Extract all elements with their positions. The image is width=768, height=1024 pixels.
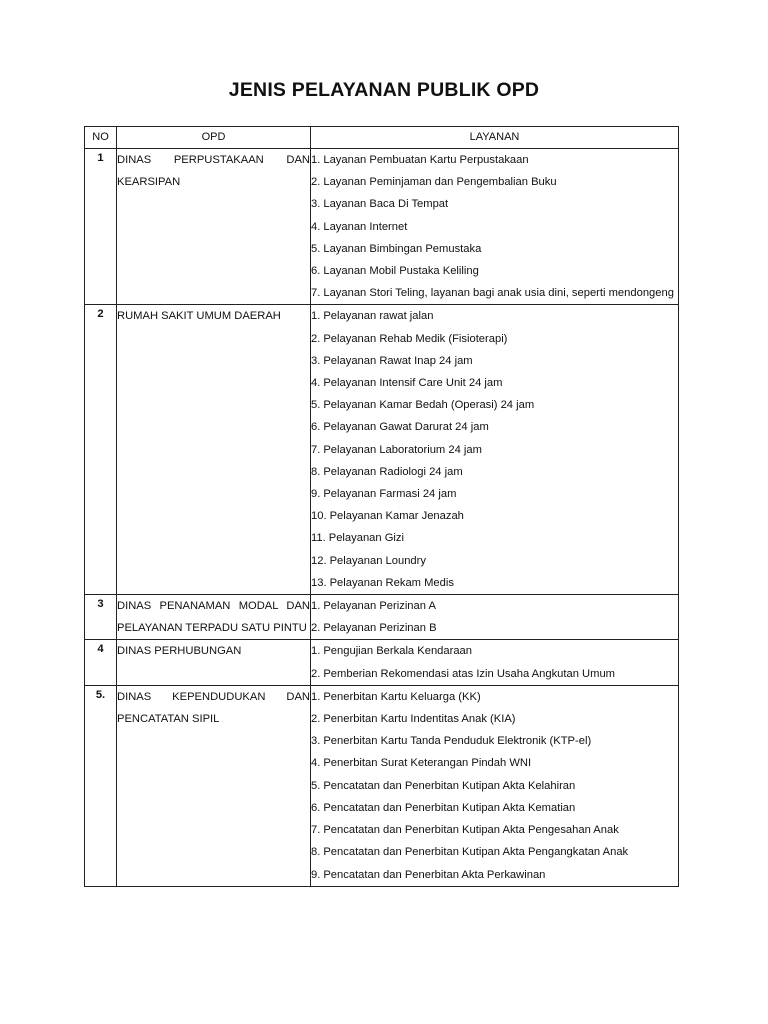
layanan-list <box>311 640 678 684</box>
layanan-item-number: 13. <box>311 576 327 589</box>
layanan-item <box>311 640 678 662</box>
layanan-item <box>311 527 678 549</box>
layanan-item-number: 2. <box>311 176 321 189</box>
layanan-item-text: Layanan Bimbingan Pemustaka <box>323 242 482 255</box>
layanan-item-text: Pencatatan dan Penerbitan Kutipan Akta Kematian <box>323 801 576 814</box>
row-number: 1 <box>85 149 117 305</box>
opd-name: DINAS KEPENDUDUKAN DAN PENCATATAN SIPIL <box>117 685 311 886</box>
layanan-item-number: 9. <box>311 868 321 881</box>
table-row <box>85 149 679 305</box>
layanan-item-number: 6. <box>311 265 321 278</box>
layanan-item-text: Pelayanan rawat jalan <box>323 310 434 323</box>
layanan-item-text: Layanan Peminjaman dan Pengembalian Buku <box>323 176 557 189</box>
layanan-item-text: Pelayanan Gawat Darurat 24 jam <box>323 421 489 434</box>
layanan-item-text: Pencatatan dan Penerbitan Kutipan Akta Kelahiran <box>323 779 576 792</box>
opd-name: RUMAH SAKIT UMUM DAERAH <box>117 305 311 595</box>
layanan-item-text: Pencatatan dan Penerbitan Kutipan Akta Pengesahan Anak <box>323 824 619 837</box>
layanan-item-number: 7. <box>311 443 321 456</box>
layanan-item-text: Pencatatan dan Penerbitan Akta Perkawinan <box>323 868 546 881</box>
layanan-item <box>311 328 678 350</box>
layanan-item-text: Pelayanan Intensif Care Unit 24 jam <box>323 377 503 390</box>
layanan-item-number: 5. <box>311 779 321 792</box>
layanan-item <box>311 686 678 708</box>
layanan-item <box>311 372 678 394</box>
header-opd: OPD <box>117 127 311 149</box>
layanan-item-text: Pelayanan Kamar Jenazah <box>329 510 464 523</box>
layanan-item-number: 9. <box>311 488 321 501</box>
opd-name: DINAS PERPUSTAKAAN DAN KEARSIPAN <box>117 149 311 305</box>
layanan-item <box>311 282 678 304</box>
layanan-item-number: 3. <box>311 198 321 211</box>
layanan-item-number: 10. <box>311 510 327 523</box>
table-row <box>85 685 679 886</box>
layanan-item-number: 8. <box>311 465 321 478</box>
layanan-item <box>311 461 678 483</box>
layanan-item-number: 7. <box>311 287 321 300</box>
document-title: JENIS PELAYANAN PUBLIK OPD <box>228 79 540 101</box>
layanan-item <box>311 350 678 372</box>
layanan-item-number: 4. <box>311 757 321 770</box>
layanan-item-text: Pemberian Rekomendasi atas Izin Usaha Angkutan Umum <box>323 667 615 680</box>
layanan-cell <box>311 595 679 640</box>
layanan-item-text: Penerbitan Kartu Tanda Penduduk Elektronik (KTP-el) <box>323 735 592 748</box>
header-no: NO <box>85 127 117 149</box>
layanan-item <box>311 708 678 730</box>
layanan-item <box>311 305 678 327</box>
layanan-item-number: 7. <box>311 824 321 837</box>
layanan-item-text: Pelayanan Gizi <box>328 532 404 545</box>
layanan-item <box>311 730 678 752</box>
layanan-item <box>311 394 678 416</box>
layanan-item <box>311 864 678 886</box>
layanan-cell <box>311 640 679 685</box>
layanan-item <box>311 595 678 617</box>
layanan-list <box>311 686 678 886</box>
layanan-item <box>311 663 678 685</box>
opd-name: DINAS PERHUBUNGAN <box>117 640 311 685</box>
layanan-item-number: 2. <box>311 332 321 345</box>
layanan-item <box>311 439 678 461</box>
layanan-item-text: Pelayanan Loundry <box>329 554 426 567</box>
layanan-item-number: 1. <box>311 154 321 166</box>
layanan-item-text: Layanan Internet <box>323 220 408 233</box>
layanan-item-text: Pelayanan Radiologi 24 jam <box>323 465 463 478</box>
layanan-item-number: 4. <box>311 377 321 390</box>
layanan-item-text: Pelayanan Rehab Medik (Fisioterapi) <box>323 332 508 345</box>
layanan-item-number: 6. <box>311 421 321 434</box>
header-layanan: LAYANAN <box>311 127 679 149</box>
layanan-item-number: 2. <box>311 713 321 726</box>
layanan-item-text: Penerbitan Kartu Keluarga (KK) <box>323 690 481 703</box>
row-number: 2 <box>85 305 117 595</box>
layanan-item-number: 5. <box>311 399 321 412</box>
layanan-item-number: 1. <box>311 600 321 613</box>
layanan-item-text: Pelayanan Perizinan A <box>323 600 436 613</box>
layanan-item-text: Penerbitan Surat Keterangan Pindah WNI <box>323 757 532 770</box>
layanan-item <box>311 797 678 819</box>
table-row <box>85 640 679 685</box>
layanan-item-text: Layanan Stori Teling, layanan bagi anak usia dini, seperti mendongeng <box>323 287 674 300</box>
layanan-item-text: Pencatatan dan Penerbitan Kutipan Akta Pengangkatan Anak <box>323 846 629 859</box>
table-header-row <box>85 127 679 149</box>
layanan-item-number: 2. <box>311 667 321 680</box>
layanan-item-text: Pelayanan Farmasi 24 jam <box>323 488 457 501</box>
layanan-item-number: 1. <box>311 645 321 658</box>
layanan-item <box>311 149 678 171</box>
row-number: 3 <box>85 595 117 640</box>
table-body <box>85 149 679 887</box>
layanan-item-text: Pelayanan Rawat Inap 24 jam <box>323 354 473 367</box>
layanan-item <box>311 260 678 282</box>
layanan-item <box>311 193 678 215</box>
layanan-item-text: Pelayanan Laboratorium 24 jam <box>323 443 482 456</box>
layanan-list <box>311 595 678 639</box>
layanan-item <box>311 775 678 797</box>
layanan-item-text: Pelayanan Rekam Medis <box>329 576 454 589</box>
layanan-item <box>311 216 678 238</box>
layanan-item <box>311 819 678 841</box>
layanan-item-text: Penerbitan Kartu Indentitas Anak (KIA) <box>323 713 516 726</box>
layanan-item <box>311 483 678 505</box>
layanan-item <box>311 841 678 863</box>
table-row <box>85 305 679 595</box>
layanan-item-number: 6. <box>311 801 321 814</box>
layanan-item-number: 1. <box>311 690 321 703</box>
layanan-item-text: Layanan Pembuatan Kartu Perpustakaan <box>323 154 529 166</box>
layanan-cell <box>311 149 679 305</box>
layanan-item <box>311 238 678 260</box>
opd-name: DINAS PENANAMAN MODAL DAN PELAYANAN TERPADU SATU PINTU <box>117 595 311 640</box>
layanan-item <box>311 171 678 193</box>
layanan-item-number: 1. <box>311 310 321 323</box>
layanan-item-number: 2. <box>311 622 321 635</box>
table-row <box>85 595 679 640</box>
layanan-cell <box>311 685 679 886</box>
layanan-item <box>311 416 678 438</box>
layanan-item-text: Pelayanan Kamar Bedah (Operasi) 24 jam <box>323 399 535 412</box>
layanan-item-number: 5. <box>311 242 321 255</box>
row-number: 4 <box>85 640 117 685</box>
layanan-item-number: 3. <box>311 354 321 367</box>
layanan-item-number: 11. <box>311 532 326 545</box>
layanan-item <box>311 572 678 594</box>
layanan-item-text: Pelayanan Perizinan B <box>323 622 437 635</box>
layanan-item <box>311 617 678 639</box>
layanan-item-number: 4. <box>311 220 321 233</box>
layanan-list <box>311 305 678 594</box>
layanan-item <box>311 752 678 774</box>
layanan-item-text: Pengujian Berkala Kendaraan <box>323 645 472 658</box>
layanan-item-number: 12. <box>311 554 327 567</box>
layanan-item-number: 8. <box>311 846 321 859</box>
layanan-item-number: 3. <box>311 735 321 748</box>
layanan-item <box>311 505 678 527</box>
row-number: 5. <box>85 685 117 886</box>
services-table <box>84 126 679 887</box>
layanan-item-text: Layanan Baca Di Tempat <box>323 198 449 211</box>
layanan-item <box>311 550 678 572</box>
layanan-cell <box>311 305 679 595</box>
layanan-list <box>311 149 678 304</box>
layanan-item-text: Layanan Mobil Pustaka Keliling <box>323 265 479 278</box>
